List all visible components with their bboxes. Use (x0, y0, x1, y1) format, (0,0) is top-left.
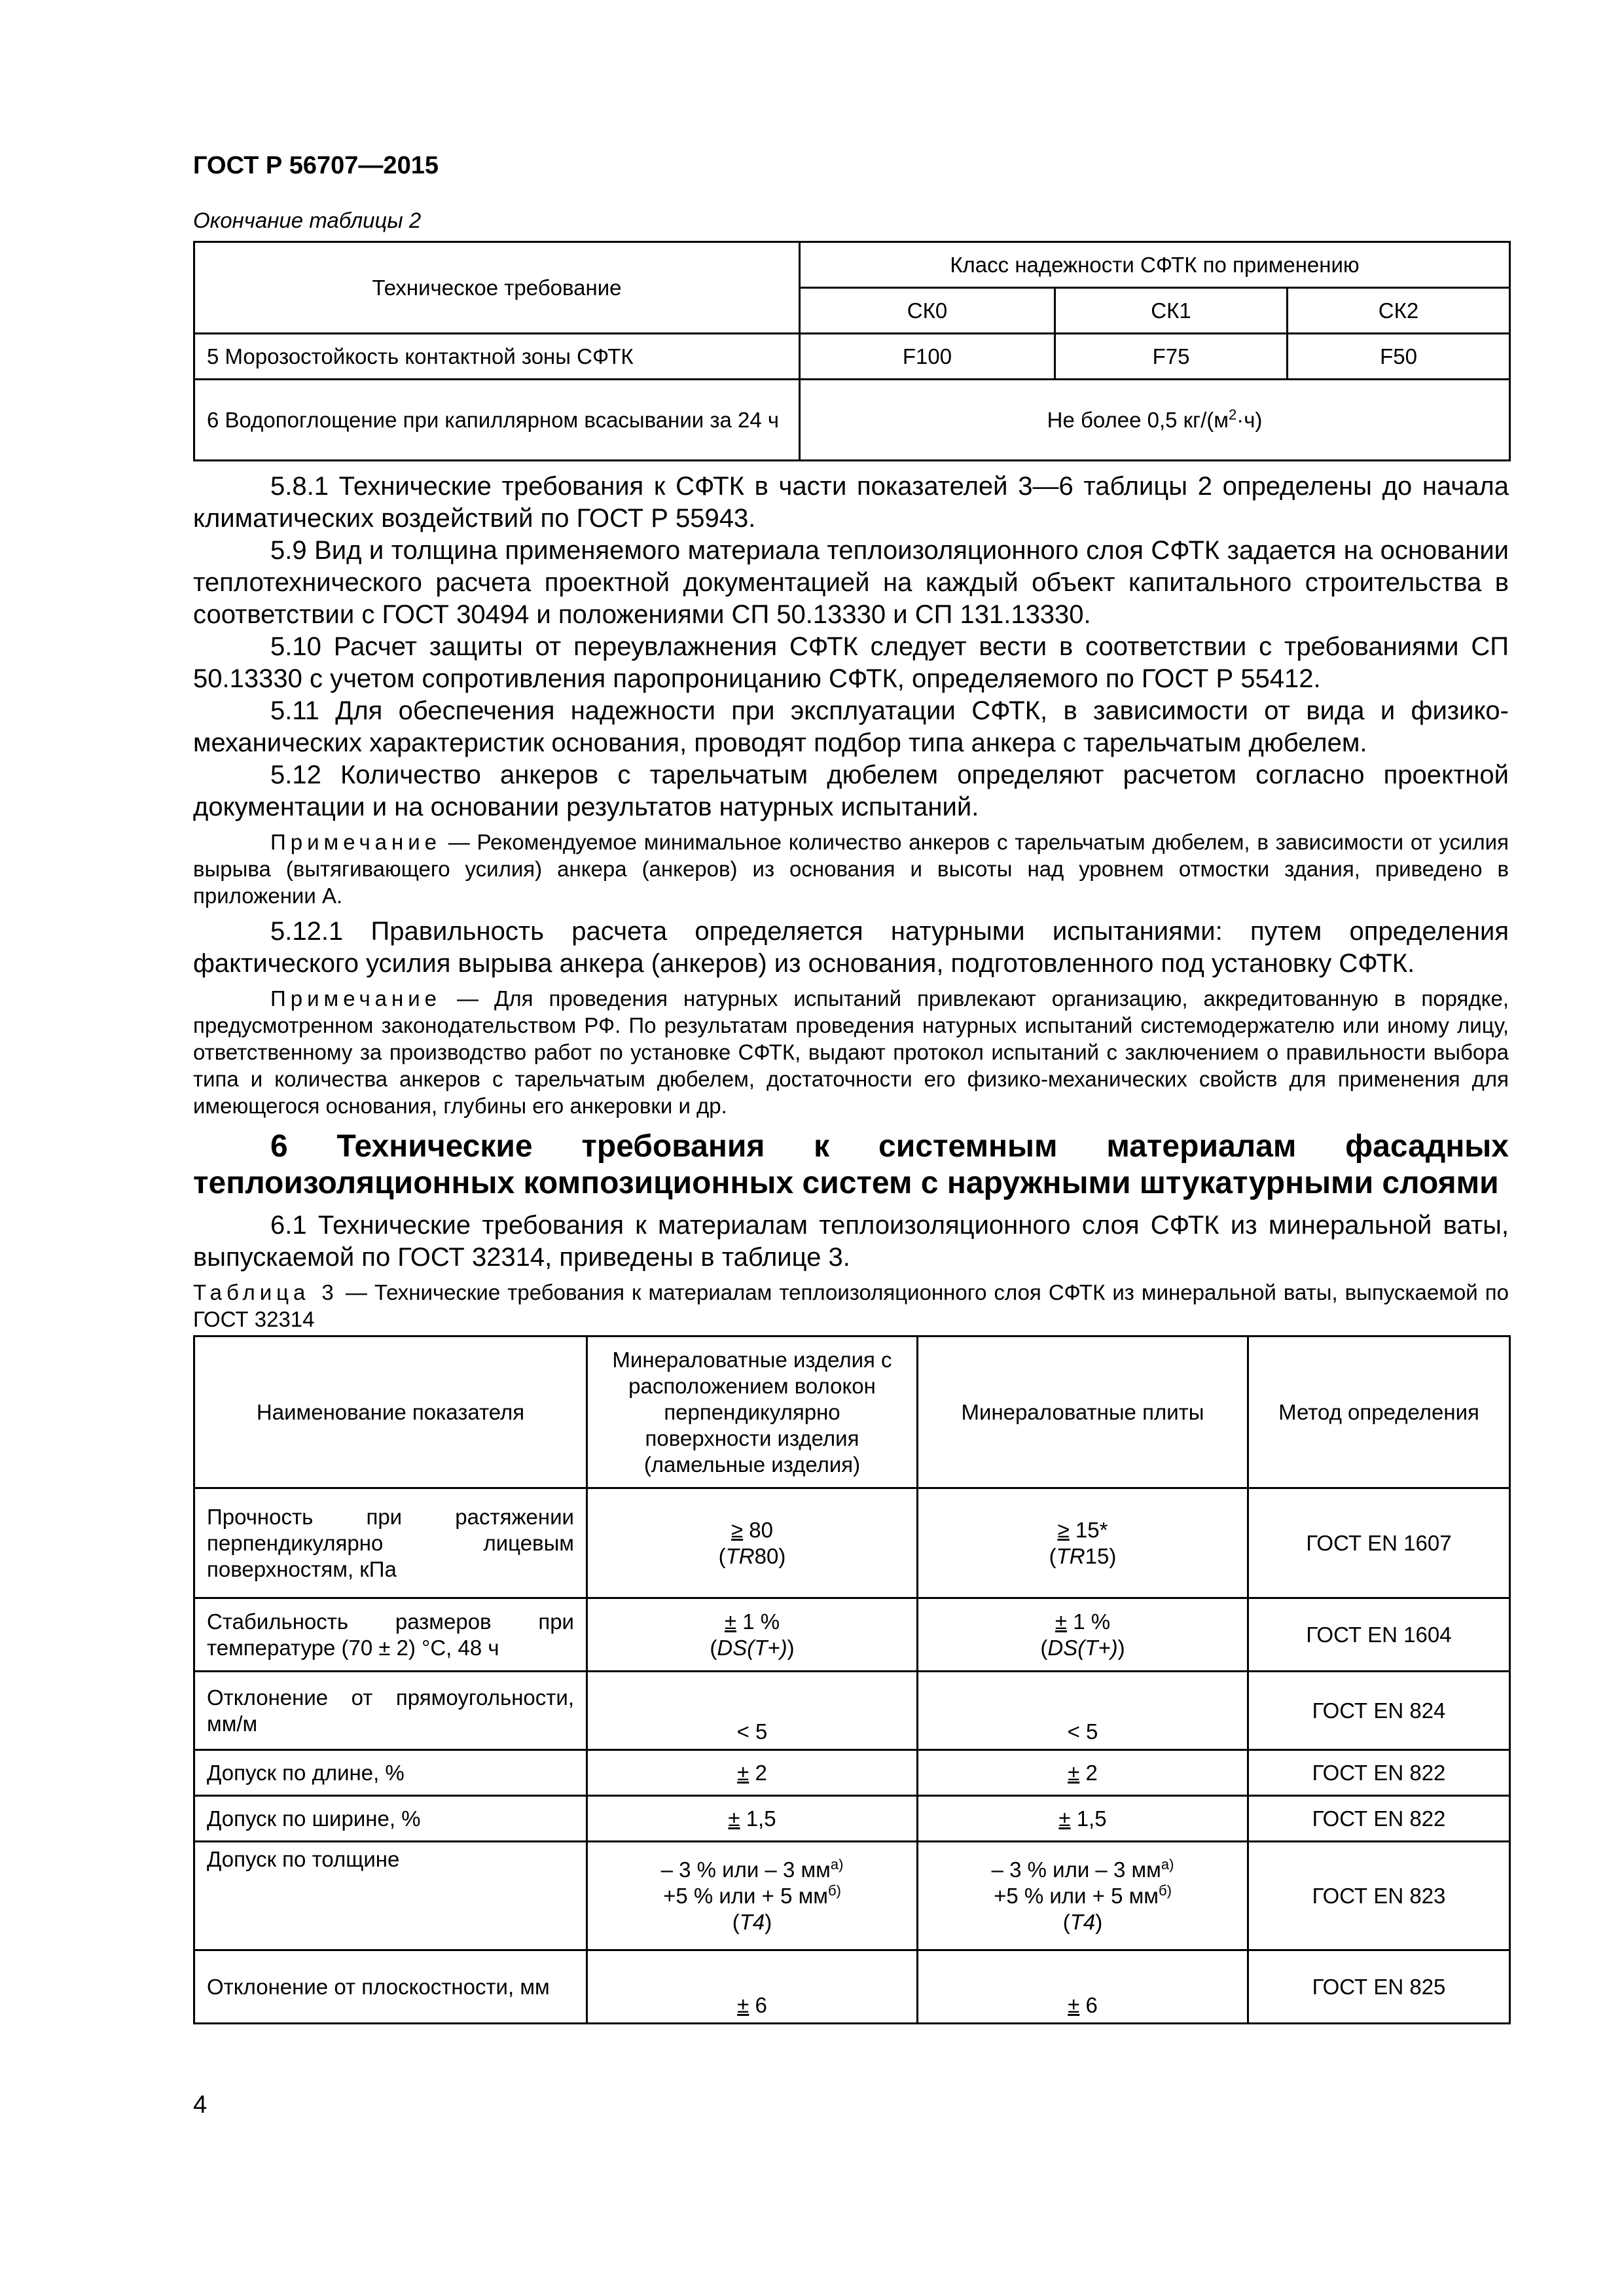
table2-header-class: Класс надежности СФТК по применению (800, 242, 1510, 288)
table3-header-name: Наименование показателя (194, 1336, 587, 1488)
table2-class-ck1: СК1 (1055, 288, 1288, 334)
paragraph-5-11: 5.11 Для обеспечения надежности при эксплуатации СФТК, в зависимости от вида и физико-механических характеристик основания, проводят подбор типа анкера с тарельчатым дюбелем. (193, 696, 1509, 757)
page-number: 4 (193, 2091, 208, 2119)
table3-header-plates: Минераловатные плиты (918, 1336, 1248, 1488)
table2-row5-ck1: F75 (1055, 334, 1288, 380)
table-row: Допуск по толщине – 3 % или – 3 $мм^{а)}$ +5 % или + 5 $мм^{б)}$ (T4) – 3 % или – 3 $мм^{а)}$ +5 % или + 5 $мм^{б)}$ (T4) ГОСТ EN 823 (194, 1842, 1510, 1950)
table3-header-method: Метод определения (1248, 1336, 1510, 1488)
table-row: Допуск по ширине, % ± 1,5 ± 1,5 ГОСТ EN 822 (194, 1796, 1510, 1842)
paragraph-6-1: 6.1 Технические требования к материалам теплоизоляционного слоя СФТК из минеральной ваты, выпускаемой по ГОСТ 32314, приведены в таблице 3. (193, 1211, 1509, 1272)
table2-class-ck2: СК2 (1288, 288, 1510, 334)
paragraph-5-9: 5.9 Вид и толщина применяемого материала теплоизоляционного слоя СФТК задается на основании теплотехнического расчета проектной документацией на каждый объект капитального строительства в соответствии с ГОСТ 30494 и положениями СП 50.13330 и СП 131.13330. (193, 536, 1509, 629)
table-row: Отклонение от плоскостности, мм ± 6 ± 6 ГОСТ EN 825 (194, 1950, 1510, 2024)
table-3 (193, 1335, 1511, 2024)
table2-caption: Окончание таблицы 2 (193, 208, 422, 232)
section-6-heading: 6 Технические требования к системным материалам фасадных теплоизоляционных композиционных систем с наружными штукатурными слоями (193, 1129, 1509, 1200)
document-header: ГОСТ Р 56707—2015 (193, 152, 439, 179)
document-page (193, 152, 1509, 2024)
table2-row5-ck2: F50 (1288, 334, 1510, 380)
table-row: Допуск по длине, % ± 2 ± 2 ГОСТ EN 822 (194, 1750, 1510, 1796)
table2-row6-label: 6 Водопоглощение при капиллярном всасывании за 24 ч (194, 380, 800, 461)
table2-class-ck0: СК0 (800, 288, 1055, 334)
table2-row5-label: 5 Морозостойкость контактной зоны СФТК (194, 334, 800, 380)
paragraph-5-12: 5.12 Количество анкеров с тарельчатым дюбелем определяют расчетом согласно проектной документации и на основании результатов натурных испытаний. (193, 761, 1509, 821)
table-row: Стабильность размеров при температуре (70 ± 2) °С, 48 ч ± 1 % (DS(T+)) ± 1 % (DS(T+)) ГОСТ EN 1604 (194, 1598, 1510, 1672)
paragraph-5-12-1: 5.12.1 Правильность расчета определяется натурными испытаниями: путем определения фактического усилия вырыва анкера (анкеров) из основания, подготовленного под установку СФТК. (193, 917, 1509, 978)
table2-row5-ck0: F100 (800, 334, 1055, 380)
table2-row6-value: Не более 0,5 $кг/(м^2\cdot ч)$ (800, 380, 1510, 461)
table3-header-lamella: Минераловатные изделия с расположением волокон перпендикулярно поверхности изделия (ламельные изделия) (587, 1336, 918, 1488)
table3-caption: Таблица 3 — Технические требования к материалам теплоизоляционного слоя СФТК из минеральной ваты, выпускаемой по ГОСТ 32314 (193, 1280, 1509, 1331)
table2-header-requirement: Техническое требование (194, 242, 800, 334)
note-2: Примечание — Для проведения натурных испытаний привлекают организацию, аккредитованную в порядке, предусмотренном законодательством РФ. По результатам проведения натурных испытаний системодержателю или иному лицу, ответственному за производство работ по установке СФТК, выдают протокол испытаний с заключением о правильности выбора типа и количества анкеров с тарельчатым дюбелем, достаточности его физико-механических свойств для применения для имеющегося основания, глубины его анкеровки и др. (193, 986, 1509, 1118)
paragraph-5-8-1: 5.8.1 Технические требования к СФТК в части показателей 3—6 таблицы 2 определены до начала климатических воздействий по ГОСТ Р 55943. (193, 472, 1509, 533)
table-2 (193, 241, 1511, 461)
paragraph-5-10: 5.10 Расчет защиты от переувлажнения СФТК следует вести в соответствии с требованиями СП 50.13330 с учетом сопротивления паропроницанию СФТК, определяемого по ГОСТ Р 55412. (193, 632, 1509, 693)
note-1: Примечание — Рекомендуемое минимальное количество анкеров с тарельчатым дюбелем, в зависимости от усилия вырыва (вытягивающего усилия) анкера (анкеров) из основания и высоты над уровнем отмостки здания, приведено в приложении А. (193, 830, 1509, 908)
table-row: Отклонение от прямоугольности, мм/м < 5 < 5 ГОСТ EN 824 (194, 1672, 1510, 1750)
table-row: Прочность при растяжении перпендикулярно лицевым поверхностям, кПа ≥ 80 (TR80) ≥ 15* (TR15) ГОСТ EN 1607 (194, 1488, 1510, 1598)
